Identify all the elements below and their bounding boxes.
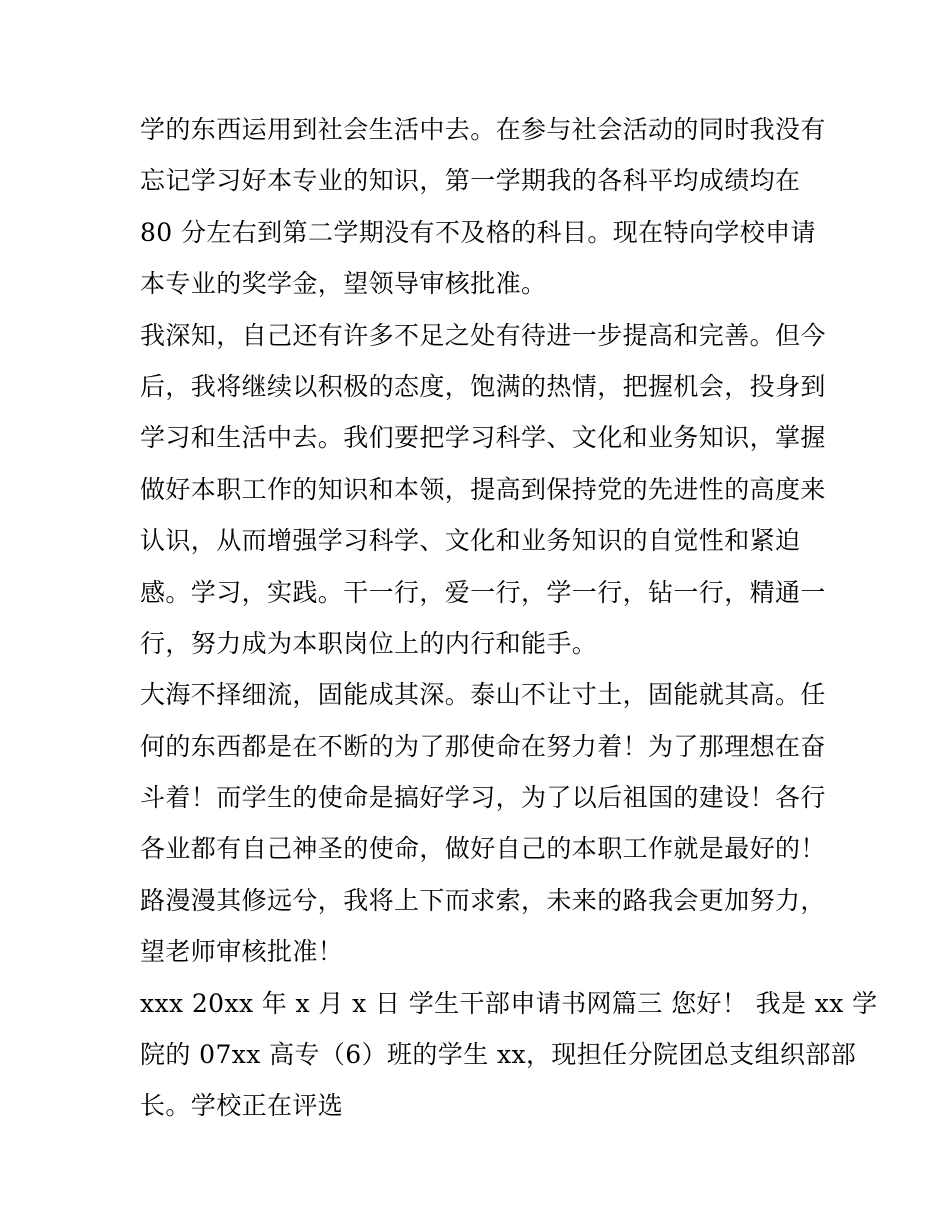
- text-line: 做好本职工作的知识和本领，提高到保持党的先进性的高度来: [140, 474, 826, 504]
- text-line: 路漫漫其修远兮，我将上下而求索，未来的路我会更加努力，: [140, 885, 826, 915]
- text-line: 我深知，自己还有许多不足之处有待进一步提高和完善。但今: [140, 320, 826, 350]
- text-line: 学的东西运用到社会生活中去。在参与社会活动的同时我没有: [140, 115, 826, 144]
- text-line: 80 分左右到第二学期没有不及格的科目。现在特向学校申请: [140, 217, 816, 247]
- text-line: 望老师审核批准！: [140, 937, 344, 967]
- text-line: 何的东西都是在不断的为了那使命在努力着！为了那理想在奋: [140, 731, 826, 761]
- text-line: 学习和生活中去。我们要把学习科学、文化和业务知识，掌握: [140, 423, 826, 453]
- text-line: 感。学习，实践。干一行，爱一行，学一行，钻一行，精通一: [140, 577, 826, 607]
- text-line: 各业都有自己神圣的使命，做好自己的本职工作就是最好的！: [140, 834, 826, 864]
- text-line: 院的 07xx 高专（6）班的学生 xx，现担任分院团总支组织部部: [140, 1040, 857, 1070]
- text-line: 本专业的奖学金，望领导审核批准。: [140, 269, 547, 299]
- text-line: 大海不择细流，固能成其深。泰山不让寸土，固能就其高。任: [140, 680, 826, 710]
- text-line: 长。学校正在评选: [140, 1091, 344, 1121]
- text-line: xxx 20xx 年 x 月 x 日 学生干部申请书网篇三 您好！ 我是 xx 学: [140, 988, 878, 1018]
- text-line: 行，努力成为本职岗位上的内行和能手。: [140, 628, 598, 658]
- text-line: 后，我将继续以积极的态度，饱满的热情，把握机会，投身到: [140, 371, 826, 401]
- text-line: 斗着！而学生的使命是搞好学习，为了以后祖国的建设！各行: [140, 783, 826, 813]
- text-line: 忘记学习好本专业的知识，第一学期我的各科平均成绩均在: [140, 166, 801, 196]
- text-line: 认识，从而增强学习科学、文化和业务知识的自觉性和紧迫: [140, 526, 801, 556]
- document-body: [140, 104, 878, 1132]
